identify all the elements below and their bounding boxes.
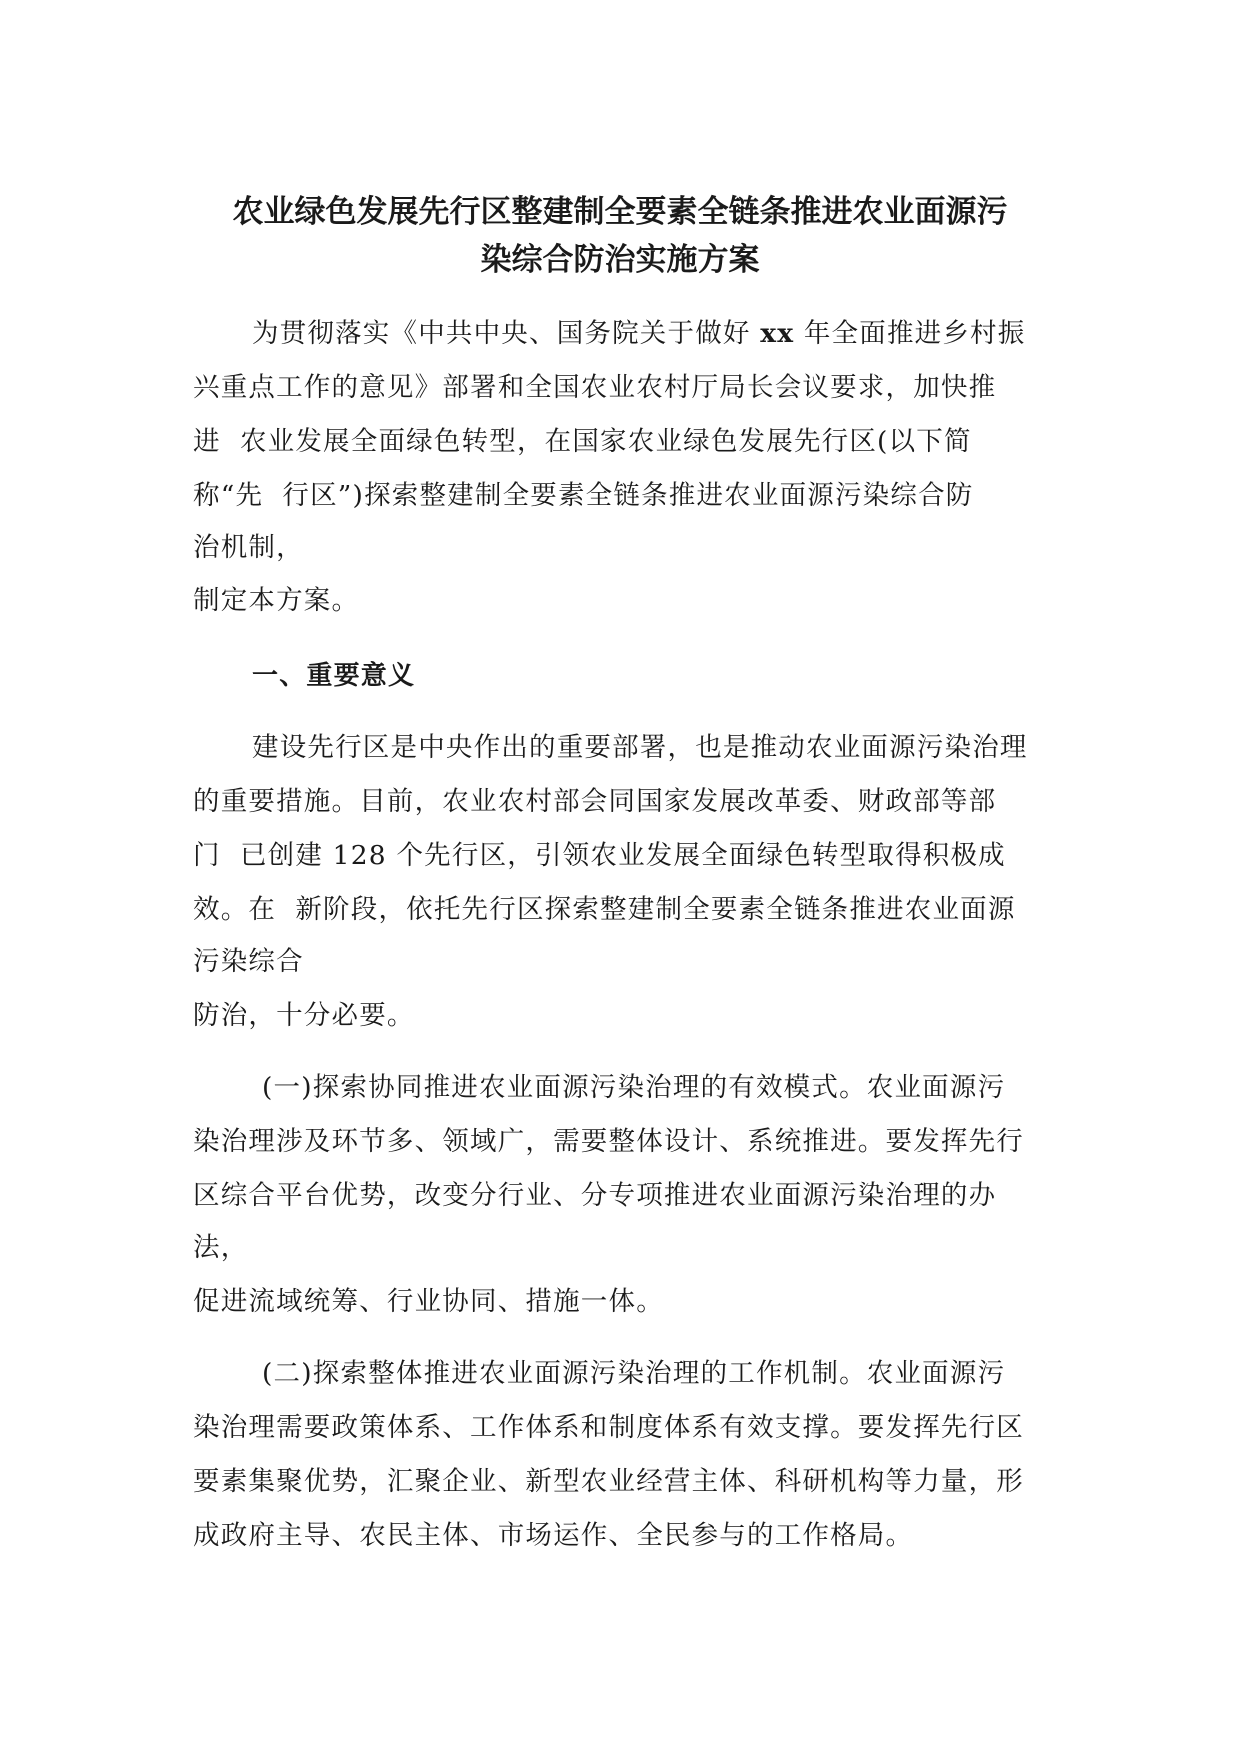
section-heading: 一、重要意义 bbox=[252, 661, 416, 691]
intro-line-2: 兴重点工作的意见》部署和全国农业农村厅局长会议要求，加快推 bbox=[193, 372, 997, 403]
intro-line-6: 制定本方案。 bbox=[193, 585, 360, 616]
intro-line-1 bbox=[252, 318, 1025, 350]
intro-text: 年全面推进乡村振 bbox=[794, 318, 1026, 349]
intro-text: 为贯彻落实《中共中央、国务院关于做好 bbox=[252, 318, 761, 349]
paragraph-line: 促进流域统筹、行业协同、措施一体。 bbox=[193, 1286, 664, 1317]
paragraph-line: (一)探索协同推进农业面源污染治理的有效模式。农业面源污 bbox=[262, 1072, 1006, 1103]
paragraph-line: 法， bbox=[193, 1232, 249, 1263]
paragraph-line: 区综合平台优势，改变分行业、分专项推进农业面源污染治理的办 bbox=[193, 1180, 997, 1211]
intro-line-5: 治机制， bbox=[193, 532, 304, 563]
document-title-line-1: 农业绿色发展先行区整建制全要素全链条推进农业面源污 bbox=[232, 194, 1008, 230]
paragraph-line: 建设先行区是中央作出的重要部署，也是推动农业面源污染治理 bbox=[252, 732, 1028, 763]
paragraph-line: 门 已创建 128 个先行区，引领农业发展全面绿色转型取得积极成 bbox=[193, 840, 1006, 871]
paragraph-line: 成政府主导、农民主体、市场运作、全民参与的工作格局。 bbox=[193, 1520, 914, 1551]
paragraph-line: (二)探索整体推进农业面源污染治理的工作机制。农业面源污 bbox=[262, 1358, 1006, 1389]
paragraph-line: 染治理需要政策体系、工作体系和制度体系有效支撑。要发挥先行区 bbox=[193, 1412, 1024, 1443]
document-title-line-2: 染综合防治实施方案 bbox=[480, 242, 760, 278]
paragraph-line: 染治理涉及环节多、领域广，需要整体设计、系统推进。要发挥先行 bbox=[193, 1126, 1024, 1157]
paragraph-line: 污染综合 bbox=[193, 946, 304, 977]
intro-line-3: 进 农业发展全面绿色转型，在国家农业绿色发展先行区(以下简 bbox=[193, 426, 972, 457]
paragraph-line: 防治，十分必要。 bbox=[193, 1000, 415, 1031]
year-placeholder: xx bbox=[760, 318, 795, 349]
paragraph-line: 要素集聚优势，汇聚企业、新型农业经营主体、科研机构等力量，形 bbox=[193, 1466, 1024, 1497]
intro-line-4: 称“先 行区”)探索整建制全要素全链条推进农业面源污染综合防 bbox=[193, 480, 974, 511]
paragraph-line: 的重要措施。目前，农业农村部会同国家发展改革委、财政部等部 bbox=[193, 786, 997, 817]
paragraph-line: 效。在 新阶段，依托先行区探索整建制全要素全链条推进农业面源 bbox=[193, 894, 1016, 925]
